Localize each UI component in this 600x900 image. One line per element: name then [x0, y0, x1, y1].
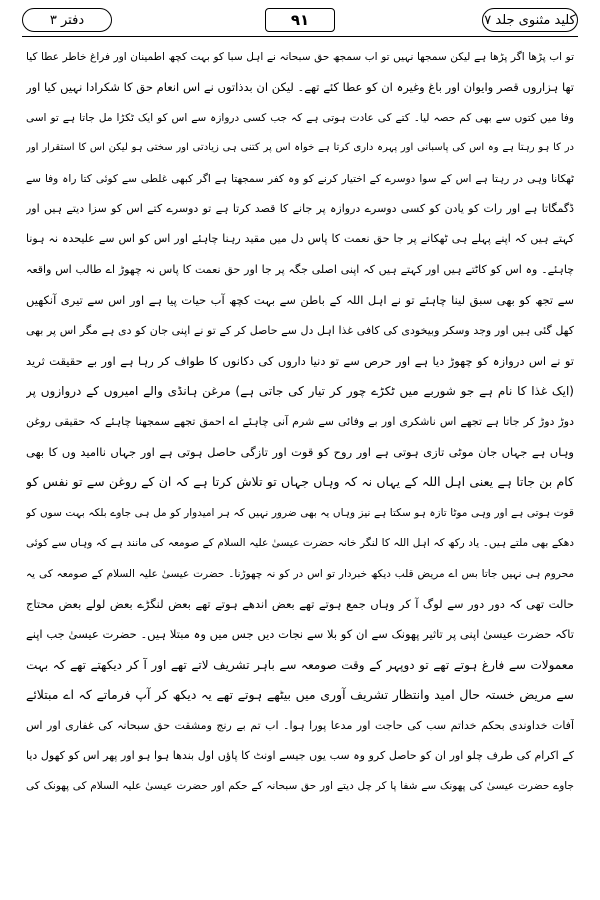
text-line: سے مریض خستہ حال امید وانتظار تشریف آوری میں بیٹھے ہوتے تھے یہ دیکھ کر آپ فرماتے کہ اے مبتلائے	[26, 687, 574, 703]
page-number: ۹۱	[265, 8, 335, 32]
text-line: سے تجھ کو بھی سبق لینا چاہئے تو نے اہل اللہ کے باطن سے بہت کچھ آب حیات پیا ہے اور اس سے تیری آنکھیں	[26, 293, 574, 308]
text-line: وفا میں کتوں سے بھی کم حصہ لیا۔ کتے کی عادت ہوتی ہے کہ جب کسی دروازہ سے اس کو ایک ٹکڑا مل جاتا ہے تو اسی	[26, 111, 574, 124]
book-title: کلید مثنوی جلد ۷	[482, 8, 578, 32]
text-line: دوڑ دوڑ کر جاتا ہے تجھے اس ناشکری اور بے وفائی سے شرم آنی چاہئے اے احمق تجھے سمجھنا چاہئے کہ حقیقی روغن	[26, 414, 574, 428]
text-line: در کا ہو رہتا ہے وہ اس کی پاسبانی اور پہرہ داری کرتا ہے خواہ اس پر کتنی ہی زیادتی اور سختی ہو لیکن اس کا استقرار اور	[26, 142, 574, 154]
text-line: دھکے بھی ملتے ہیں۔ یاد رکھ کہ اہل اللہ کا لنگر خانہ حضرت عیسیٰ علیہ السلام کے صومعہ کی مانند ہے کہ وہاں سے کوئی	[26, 537, 574, 550]
text-line: کہتے ہیں کہ اپنے پہلے ہی ٹھکانے پر جا حق نعمت کا پاس دل میں مقید رہنا چاہئے اور اس کو اس سے علیحدہ نہ ہونا	[26, 232, 574, 246]
text-line: وہاں ہے جہاں جان موٹی تازی ہوتی ہے اور روح کو قوت اور تازگی حاصل ہوتی ہے اور جہاں ناامید وں کا بھی	[26, 445, 574, 460]
text-line: کے اکرام کی طرف چلو اور ان کو حاصل کرو وہ سب یوں جیسے اونٹ کا پاؤں اول بندھا ہوا ہو اور پھر اس کو کھول دیا	[26, 748, 574, 762]
text-line: ڈگمگاتا ہے اور رات کو یادن کو کسی دوسرے دروازہ پر جانے کا قصد کرتا ہے تو دوسرے کتے اس کو سزا دیتے ہیں اور	[26, 201, 574, 215]
text-line: (ایک غذا کا نام ہے جو شوربے میں ٹکڑے چور کر تیار کی جاتی ہے) مرغن ہانڈی والے امیروں کے دروازوں پر	[26, 384, 574, 399]
text-line: جاوے حضرت عیسیٰ کی پھونک سے شفا پا کر چل دیتے اور حق سبحانہ کے حکم اور حضرت عیسیٰ علیہ السلام کی پھونک کی	[26, 780, 574, 793]
text-line: کام بن جاتا ہے یعنی اہل اللہ کے یہاں نہ کہ وہاں جہاں تو تلاش کرتا ہے کہ ان کے روغن سے تو نفس کو	[26, 474, 574, 490]
page-header	[22, 8, 578, 34]
body-text	[26, 42, 574, 894]
text-line: تاکہ حضرت عیسیٰ اپنی پر تاثیر پھونک سے ان کو بلا سے نجات دیں جس میں وہ مبتلا ہیں۔ حضرت عیسیٰ جب اپنے	[26, 627, 574, 642]
text-line: ٹھکانا وہی در رہتا ہے اس کے سوا دوسرے کے اختیار کرنے کو وہ کفر سمجھتا ہے اگر کبھی غلطی سے کوئی کتا راہ وفا سے	[26, 172, 574, 185]
text-line: آفات خداوندی بحکم خداتم سب کی حاجت اور مدعا پورا ہوا۔ اب تم بے رنج ومشقت حق سبحانہ کی غفاری اور اس	[26, 718, 574, 732]
text-line: معمولات سے فارغ ہوتے تھے تو دوپہر کے وقت صومعہ سے باہر تشریف لاتے تھے اور آ کر دیکھتے تھے کہ بہت	[26, 657, 574, 672]
text-line: تو اب پڑھا اگر پڑھا ہے لیکن سمجھا نہیں تو اب سمجھ حق سبحانہ نے اہل سبا کو بہت کچھ اطمینان اور فراغ خاطر عطا کیا	[26, 51, 574, 63]
text-line: حالت تھی کہ دور دور سے لوگ آ کر وہاں جمع ہوتے تھے بعض اندھے ہوتے تھے بعض لنگڑے بعض لولے بعض محتاج	[26, 597, 574, 612]
text-line: کھل گئی ہیں اور وجد وسکر وبیخودی کی کافی غذا اہل دل سے حاصل کر کے تو نے اپنی جان کو دی ہے مگر اس پر بھی	[26, 323, 574, 337]
header-divider	[22, 36, 578, 37]
text-line: محروم ہی نہیں جاتا بس اے مریض قلب دیکھ خبردار تو اس در کو نہ چھوڑنا۔ حضرت عیسیٰ علیہ السلام کے صومعہ کی یہ	[26, 567, 574, 580]
text-line: تھا ہزاروں قصر وایوان اور باغ وغیرہ ان کو عطا کئے تھے۔ لیکن ان بدذاتوں نے اس انعام حق کا شکرادا نہیں کیا اور	[26, 80, 574, 95]
text-line: قوت ہوتی ہے اور وہی موٹا تازہ ہو سکتا ہے نیز وہاں یہ بھی ضرور نہیں کہ ہر امیدوار کو مل ہی جاوے بلکہ بہت سوں کو	[26, 506, 574, 519]
text-line: چاہئے۔ وہ اس کو کاٹتے ہیں اور کہتے ہیں کہ اپنی اصلی جگہ پر جا اور حق نعمت کا پاس نہ چھوڑ اے طالب اس واقعہ	[26, 262, 574, 276]
section-label: دفتر ۳	[22, 8, 112, 32]
text-line: تو نے اس دروازہ کو چھوڑ دیا ہے اور حرص سے تو دنیا داروں کی دکانوں کا طواف کر رہا ہے اور بے حقیقت ثرید	[26, 353, 574, 368]
